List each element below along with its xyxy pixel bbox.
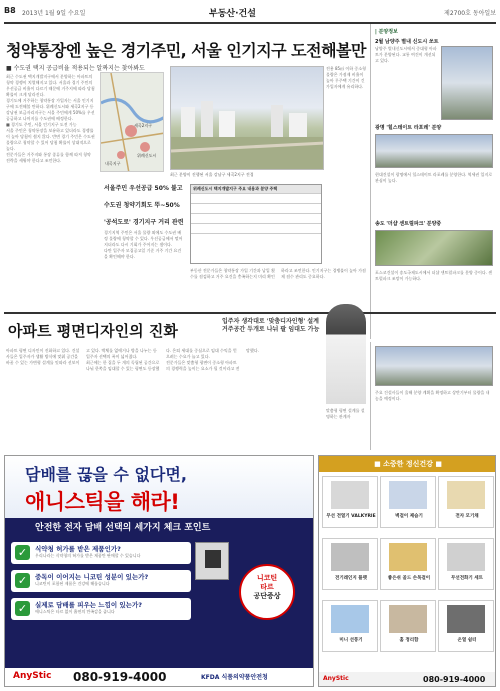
second-subhead	[222, 318, 319, 334]
callout-text: 수도권 청약기회도 뚜~50%	[104, 202, 180, 209]
site-photo-graphic	[171, 67, 324, 170]
product-image	[447, 481, 485, 509]
product-cell	[380, 538, 436, 590]
ad-checkpoint	[11, 542, 191, 564]
checkpoint-detail: 우리나라는 식약청의 허가를 받은 제품만 판매할 수 있습니다	[35, 553, 141, 558]
article-callouts	[104, 183, 184, 234]
checkpoint-detail: 니코틴이 포함된 제품은 건강에 해롭습니다	[35, 581, 110, 586]
ad-tagline: 담배를 끊을 수 없다면,	[25, 465, 187, 484]
badge-line: 타르	[260, 583, 274, 591]
table-row	[191, 193, 321, 203]
map-label: 위례신도시	[137, 153, 157, 158]
map-label: 세곡2지구	[134, 123, 153, 128]
article-body-col-1: 최근 수도권 택지개발지구에서 분양하는 아파트의 청약 경쟁이 치열해지고 있다. 서울과 경기 주민의 우선공급 비율이 다르기 때문에 거주지에 따라 당첨 확률이 크게 달라진다. 경기도에 거주하는 청약통장 가입자는 서울 인기지구에 도전해볼 만하다. 위례신도시와 세곡2지구 등 강남권 보금자리지구는 서울 주민에게 50%를 우선 공급하고 나머지를 수도권에 배정한다. ■ 경기도 주민, 서울 인기지구 도전 가능 서울 주민은 청약통장을 보유하고 있더라도 경쟁률이 높아 당첨이 쉽지 않다. 반면 경기 주민은 수도권 물량으로 청약할 수 있어 당첨 확률이 상대적으로 높다. 전문가들은 거주지와 통장 종류를 함께 따져 청약 전략을 세워야 한다고 조언한다.	[6, 74, 95, 163]
listing-photo	[441, 46, 493, 120]
location-map	[100, 72, 164, 172]
check-icon: ✓	[15, 545, 30, 560]
product-name: 미니 선풍기	[339, 638, 363, 643]
ad-footer	[319, 672, 496, 687]
product-image	[447, 605, 485, 633]
ad-header	[5, 456, 314, 518]
callout-text: 서울주민 우선공급 50% 불고	[104, 185, 183, 192]
check-icon: ✓	[15, 601, 30, 616]
e-cigarette-device	[195, 542, 229, 580]
badge-line: 니코틴	[256, 574, 278, 582]
product-cell	[380, 476, 436, 528]
sidebar-item-title: 송도 '더샵 센트럴파크' 분양중	[375, 221, 442, 227]
issue-date: 2013년 1월 9일 수요일	[22, 10, 86, 17]
checkpoint-question: 식약청 허가를 받은 제품인가?	[35, 545, 121, 553]
ad-phone-number: 080-919-4000	[73, 670, 167, 684]
product-name: 전자 모기채	[455, 514, 479, 519]
table-row	[191, 223, 321, 233]
page-number: B8	[4, 6, 16, 15]
product-image	[447, 543, 485, 571]
check-icon: ✓	[15, 573, 30, 588]
product-cell	[438, 538, 494, 590]
product-cell	[322, 538, 378, 590]
top-headline: 청약통장엔 높은 경기주민, 서울 인기지구 도전해볼만	[6, 41, 366, 60]
product-image	[331, 543, 369, 571]
table-row	[191, 213, 321, 223]
article-body-col-4: 전용 85㎡ 이하 중소형 물량은 가점제 비율이 높아 무주택 기간이 긴 가입자에게 유리하다.	[326, 66, 366, 89]
photo-caption-text: 맞춤형 평면 설계를 설명하는 관계자	[326, 408, 365, 419]
ad-checkpoint	[11, 570, 191, 592]
section-divider	[4, 312, 496, 314]
product-name: 온열 쉼터	[457, 638, 477, 643]
badge-line: 공단증상	[253, 592, 281, 600]
product-cell	[322, 476, 378, 528]
checkpoint-detail: 애니스틱은 타르 없이 흡연의 만족감을 줍니다	[35, 609, 115, 614]
product-image	[331, 481, 369, 509]
product-image	[389, 481, 427, 509]
listing-photo	[375, 230, 493, 266]
kfda-mark: KFDA 식품의약품안전청	[201, 674, 268, 681]
product-name: 무선 전열기 VALKYRIE	[326, 514, 376, 519]
product-advertisement	[318, 455, 496, 687]
subhead-line: 거주공간 두개로 나뉘 팔 임대도 가능	[222, 326, 320, 333]
checkpoint-question: 실제로 담배를 피우는 느낌이 있는가?	[35, 601, 143, 609]
table-row	[191, 203, 321, 213]
product-cell	[438, 600, 494, 652]
ad-footer	[5, 668, 314, 687]
sidebar-lower	[370, 342, 496, 450]
page-header	[4, 6, 496, 20]
brand-logo: AnyStic	[323, 675, 349, 682]
subhead-line: 입주자 생각대로 '맞춤디자인형' 설계	[222, 318, 319, 325]
product-name: 홈 정리함	[399, 638, 419, 643]
photo-caption: 최근 분양이 진행된 서울 강남구 세곡2지구 전경	[170, 172, 254, 177]
sidebar-item-text: 주요 건설사들이 올해 분양 계획을 확정하고 상반기부터 물량을 내놓을 예정이다.	[375, 390, 490, 401]
sidebar-item-text: 포스코건설이 송도국제도시에서 더샵 센트럴파크를 분양 중이다. 센트럴파크 조망이 가능하다.	[375, 270, 493, 281]
product-image	[389, 543, 427, 571]
project-table	[190, 184, 322, 264]
checkpoint-question: 중독이 이어지는 니코틴 성분이 있는가?	[35, 573, 149, 581]
ad-slogan: 애니스틱을 해라!	[25, 490, 180, 514]
product-cell	[380, 600, 436, 652]
product-name: 좋은쉬 골드 손목걸이	[387, 576, 431, 581]
second-headline: 아파트 평면디자인의 진화	[8, 322, 178, 340]
top-subhead: ■ 수도권 택지 공급비율 적용되는 알짜지는 찾아봐도	[6, 65, 145, 72]
sidebar-item-text: 현대건설이 광명에서 힐스테이트 라포레를 분양한다. 역세권 입지로 관심이 높다.	[375, 172, 493, 183]
second-article-body: 아파트 평면 디자인이 진화하고 있다. 건설사들은 입주자가 생활 방식에 맞춰 공간을 바꿀 수 있는 가변형 설계를 잇따라 선보이고 있다. 벽체를 없애거나 방을 나누는 등 입주자 선택의 폭이 넓어졌다. 최근에는 한 집을 두 개의 독립된 공간으로 나눠 한쪽을 임대할 수 있는 평면도 등장했다. 은퇴 세대를 중심으로 임대 수익을 얻으려는 수요가 늘고 있다. 전문가들은 맞춤형 평면이 중소형 아파트의 경쟁력을 높이는 요소가 될 것이라고 전망했다.	[6, 348, 259, 371]
callout-text: '공석도로' 경기지구 거리 관련	[104, 219, 184, 226]
product-image	[389, 605, 427, 633]
product-name: 무선전화기 세트	[451, 576, 483, 581]
table-row	[191, 233, 321, 243]
map-label: 내곡지구	[105, 161, 121, 166]
sidebar-heading: | 분양정보	[375, 29, 398, 35]
table-title: 위례신도시 택지개발지구 주요 내용과 분양 주택	[191, 185, 321, 193]
e-cigarette-advertisement	[4, 455, 314, 687]
sidebar-listings	[370, 24, 496, 339]
product-image	[331, 605, 369, 633]
listing-photo	[375, 134, 493, 168]
ad-checkpoint-title: 안전한 전자 담배 선택의 세가지 체크 포인트	[35, 523, 211, 533]
product-name: 전기레인지 플랫	[335, 576, 367, 581]
construction-site-photo	[170, 66, 324, 170]
product-name: 벽걸이 제습기	[395, 514, 423, 519]
sidebar-item-title: 광명 '힐스테이트 라포레' 분양	[375, 125, 442, 131]
publication-name: 제2700호 동아일보	[444, 10, 496, 17]
ad-band-title: ■ 소중한 정신건강 ■	[319, 456, 496, 472]
article-body-col-2: 경기지역 주민은 서울 물량 외에도 수도권 배정 물량에 청약할 수 있다. 우선공급에서 떨어지더라도 다시 기회가 주어지는 셈이다. 다만 입주자 모집공고일 기준 거주 기간 요건을 확인해야 한다.	[104, 230, 183, 259]
no-nicotine-badge	[239, 564, 295, 620]
product-cell	[438, 476, 494, 528]
ad-phone-number: 080-919-4000	[423, 675, 486, 684]
ad-checkpoint	[11, 598, 191, 620]
sidebar-item-title: 2월 남양주 별내 신도시 쏘트	[375, 39, 439, 45]
sidebar-item-text: 남양주 별내신도시에서 중대형 아파트가 분양된다. 교통 여건이 개선되고 있다.	[375, 46, 437, 63]
article-body-col-3: 부동산 전문가들은 청약통장 가입 기간과 납입 횟수를 점검하고 거주 요건을 충족하는지 미리 확인하라고 조언한다. 인기지구는 경쟁률이 높아 가점제 점수 관리도 중요하다.	[190, 268, 366, 279]
section-title: 부동산·건설	[209, 9, 256, 19]
brand-logo: AnyStic	[13, 671, 52, 681]
product-cell	[322, 600, 378, 652]
listing-photo	[375, 346, 493, 386]
person-photo	[326, 304, 366, 404]
